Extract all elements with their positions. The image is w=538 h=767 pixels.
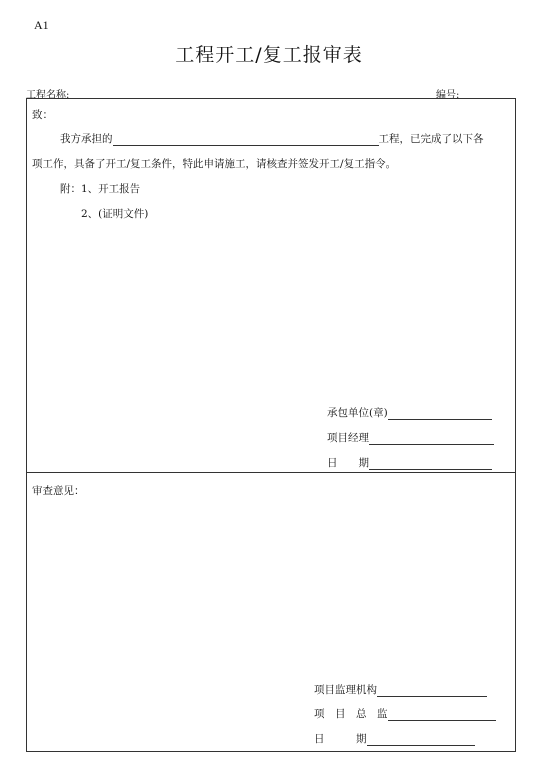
intro-before: 我方承担的 [60, 133, 113, 145]
section-divider [26, 472, 516, 473]
review-date-blank [367, 734, 475, 746]
supervision-org-blank [377, 685, 487, 697]
director-signature [314, 706, 496, 721]
review-opinion-label: 审查意见： [32, 485, 85, 497]
review-date-label: 日 期 [314, 733, 367, 745]
application-date-blank [369, 458, 492, 470]
form-code: A1 [34, 18, 49, 32]
intro-line-1 [60, 131, 484, 146]
contractor-signature [327, 405, 492, 420]
contractor-label: 承包单位(章) [327, 407, 388, 419]
review-date [314, 731, 475, 746]
project-name-label: 工程名称: [26, 90, 70, 101]
director-blank [388, 709, 496, 721]
manager-blank [369, 433, 494, 445]
intro-after: 工程，已完成了以下各 [378, 133, 484, 145]
intro-line-2: 项工作，具备了开工/复工条件，特此申请施工，请核查并签发开工/复工指令。 [32, 158, 397, 170]
manager-signature [327, 430, 494, 445]
attachment-2: 2、(证明文件) [81, 208, 149, 220]
application-date-label: 日 期 [327, 457, 369, 469]
attachment-1: 附：1、开工报告 [60, 183, 141, 195]
director-label: 项 目 总 监 [314, 708, 388, 720]
supervision-org-signature [314, 682, 487, 697]
supervision-org-label: 项目监理机构 [314, 684, 377, 696]
manager-label: 项目经理 [327, 432, 369, 444]
number-label: 编号: [436, 90, 460, 101]
application-date [327, 455, 492, 470]
form-frame [26, 98, 516, 752]
to-label: 致： [32, 109, 53, 121]
contractor-blank [388, 408, 492, 420]
project-name-blank [113, 134, 379, 146]
form-title: 工程开工/复工报审表 [175, 44, 363, 66]
